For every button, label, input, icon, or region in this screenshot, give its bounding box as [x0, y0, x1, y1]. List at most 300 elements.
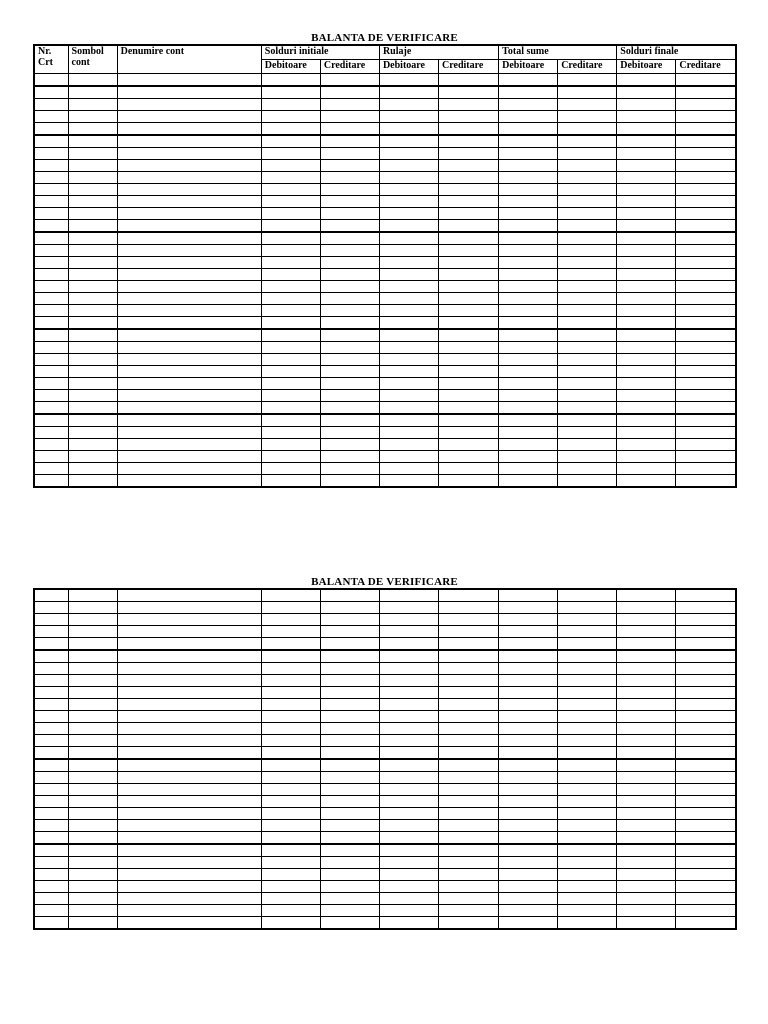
ledger-cell[interactable]: [499, 844, 558, 857]
ledger-cell[interactable]: [617, 602, 676, 614]
ledger-cell[interactable]: [439, 650, 499, 663]
ledger-cell[interactable]: [439, 772, 499, 784]
ledger-cell[interactable]: [68, 832, 117, 845]
ledger-cell[interactable]: [34, 414, 68, 427]
ledger-cell[interactable]: [617, 148, 676, 160]
ledger-cell[interactable]: [261, 293, 320, 305]
ledger-cell[interactable]: [379, 602, 438, 614]
ledger-cell[interactable]: [499, 172, 558, 184]
ledger-cell[interactable]: [676, 111, 736, 123]
ledger-cell[interactable]: [558, 402, 617, 415]
ledger-cell[interactable]: [117, 475, 261, 488]
ledger-cell[interactable]: [617, 675, 676, 687]
ledger-cell[interactable]: [676, 99, 736, 111]
ledger-cell[interactable]: [320, 614, 379, 626]
ledger-cell[interactable]: [117, 808, 261, 820]
ledger-cell[interactable]: [439, 354, 499, 366]
ledger-cell[interactable]: [499, 917, 558, 930]
ledger-cell[interactable]: [320, 747, 379, 760]
ledger-cell[interactable]: [320, 99, 379, 111]
ledger-cell[interactable]: [439, 463, 499, 475]
ledger-cell[interactable]: [34, 602, 68, 614]
ledger-cell[interactable]: [379, 772, 438, 784]
ledger-cell[interactable]: [617, 232, 676, 245]
ledger-cell[interactable]: [439, 451, 499, 463]
ledger-cell[interactable]: [68, 317, 117, 330]
ledger-cell[interactable]: [34, 808, 68, 820]
ledger-cell[interactable]: [379, 663, 438, 675]
ledger-cell[interactable]: [558, 135, 617, 148]
ledger-cell[interactable]: [261, 723, 320, 735]
ledger-cell[interactable]: [676, 172, 736, 184]
ledger-cell[interactable]: [439, 857, 499, 869]
ledger-cell[interactable]: [261, 305, 320, 317]
ledger-cell[interactable]: [379, 869, 438, 881]
ledger-cell[interactable]: [117, 269, 261, 281]
ledger-cell[interactable]: [68, 881, 117, 893]
ledger-cell[interactable]: [68, 354, 117, 366]
ledger-cell[interactable]: [261, 905, 320, 917]
ledger-cell[interactable]: [558, 784, 617, 796]
ledger-cell[interactable]: [68, 402, 117, 415]
ledger-cell[interactable]: [676, 329, 736, 342]
ledger-cell[interactable]: [676, 427, 736, 439]
ledger-cell[interactable]: [68, 329, 117, 342]
ledger-cell[interactable]: [68, 148, 117, 160]
ledger-cell[interactable]: [117, 638, 261, 651]
ledger-cell[interactable]: [499, 74, 558, 87]
ledger-cell[interactable]: [261, 687, 320, 699]
ledger-cell[interactable]: [499, 475, 558, 488]
ledger-cell[interactable]: [676, 796, 736, 808]
ledger-cell[interactable]: [558, 317, 617, 330]
ledger-cell[interactable]: [439, 711, 499, 723]
ledger-cell[interactable]: [676, 723, 736, 735]
ledger-cell[interactable]: [117, 650, 261, 663]
ledger-cell[interactable]: [676, 378, 736, 390]
ledger-cell[interactable]: [499, 160, 558, 172]
ledger-cell[interactable]: [320, 196, 379, 208]
ledger-cell[interactable]: [261, 626, 320, 638]
ledger-cell[interactable]: [676, 196, 736, 208]
ledger-cell[interactable]: [379, 86, 438, 99]
ledger-cell[interactable]: [261, 427, 320, 439]
ledger-cell[interactable]: [68, 614, 117, 626]
ledger-cell[interactable]: [320, 317, 379, 330]
ledger-cell[interactable]: [558, 589, 617, 602]
ledger-cell[interactable]: [68, 759, 117, 772]
ledger-cell[interactable]: [261, 123, 320, 136]
ledger-cell[interactable]: [676, 342, 736, 354]
ledger-cell[interactable]: [34, 881, 68, 893]
ledger-cell[interactable]: [439, 699, 499, 711]
ledger-cell[interactable]: [117, 905, 261, 917]
ledger-cell[interactable]: [617, 699, 676, 711]
ledger-cell[interactable]: [320, 650, 379, 663]
ledger-cell[interactable]: [379, 99, 438, 111]
ledger-cell[interactable]: [499, 614, 558, 626]
ledger-cell[interactable]: [676, 747, 736, 760]
ledger-cell[interactable]: [68, 796, 117, 808]
ledger-cell[interactable]: [379, 196, 438, 208]
ledger-cell[interactable]: [676, 281, 736, 293]
ledger-cell[interactable]: [34, 317, 68, 330]
ledger-cell[interactable]: [499, 650, 558, 663]
ledger-cell[interactable]: [117, 232, 261, 245]
ledger-cell[interactable]: [68, 111, 117, 123]
ledger-cell[interactable]: [261, 378, 320, 390]
ledger-cell[interactable]: [617, 869, 676, 881]
ledger-cell[interactable]: [68, 638, 117, 651]
ledger-cell[interactable]: [617, 123, 676, 136]
ledger-cell[interactable]: [379, 759, 438, 772]
ledger-cell[interactable]: [617, 808, 676, 820]
ledger-cell[interactable]: [34, 638, 68, 651]
ledger-cell[interactable]: [499, 759, 558, 772]
ledger-cell[interactable]: [379, 74, 438, 87]
ledger-cell[interactable]: [34, 614, 68, 626]
ledger-cell[interactable]: [320, 602, 379, 614]
ledger-cell[interactable]: [117, 711, 261, 723]
ledger-cell[interactable]: [261, 148, 320, 160]
ledger-cell[interactable]: [261, 281, 320, 293]
ledger-cell[interactable]: [34, 439, 68, 451]
ledger-cell[interactable]: [261, 772, 320, 784]
ledger-cell[interactable]: [558, 305, 617, 317]
ledger-cell[interactable]: [320, 281, 379, 293]
ledger-cell[interactable]: [379, 893, 438, 905]
ledger-cell[interactable]: [558, 451, 617, 463]
ledger-cell[interactable]: [68, 463, 117, 475]
ledger-cell[interactable]: [68, 257, 117, 269]
ledger-cell[interactable]: [558, 772, 617, 784]
ledger-cell[interactable]: [617, 329, 676, 342]
ledger-cell[interactable]: [261, 366, 320, 378]
ledger-cell[interactable]: [117, 427, 261, 439]
ledger-cell[interactable]: [34, 832, 68, 845]
ledger-cell[interactable]: [320, 869, 379, 881]
ledger-cell[interactable]: [676, 905, 736, 917]
ledger-cell[interactable]: [499, 638, 558, 651]
ledger-cell[interactable]: [676, 232, 736, 245]
ledger-cell[interactable]: [379, 232, 438, 245]
ledger-cell[interactable]: [68, 184, 117, 196]
ledger-cell[interactable]: [499, 723, 558, 735]
ledger-cell[interactable]: [34, 148, 68, 160]
ledger-cell[interactable]: [68, 893, 117, 905]
ledger-cell[interactable]: [117, 820, 261, 832]
ledger-cell[interactable]: [379, 378, 438, 390]
ledger-cell[interactable]: [617, 747, 676, 760]
ledger-cell[interactable]: [499, 86, 558, 99]
ledger-cell[interactable]: [499, 220, 558, 233]
ledger-cell[interactable]: [261, 602, 320, 614]
ledger-cell[interactable]: [676, 589, 736, 602]
ledger-cell[interactable]: [676, 354, 736, 366]
ledger-cell[interactable]: [499, 439, 558, 451]
ledger-cell[interactable]: [117, 378, 261, 390]
ledger-cell[interactable]: [499, 293, 558, 305]
ledger-cell[interactable]: [558, 293, 617, 305]
ledger-cell[interactable]: [34, 711, 68, 723]
ledger-cell[interactable]: [558, 711, 617, 723]
ledger-cell[interactable]: [379, 402, 438, 415]
ledger-cell[interactable]: [320, 366, 379, 378]
ledger-cell[interactable]: [499, 329, 558, 342]
ledger-cell[interactable]: [68, 427, 117, 439]
ledger-cell[interactable]: [676, 305, 736, 317]
ledger-cell[interactable]: [617, 220, 676, 233]
ledger-cell[interactable]: [676, 881, 736, 893]
ledger-cell[interactable]: [379, 414, 438, 427]
ledger-cell[interactable]: [261, 451, 320, 463]
ledger-cell[interactable]: [34, 747, 68, 760]
ledger-cell[interactable]: [676, 257, 736, 269]
ledger-cell[interactable]: [68, 135, 117, 148]
ledger-cell[interactable]: [499, 463, 558, 475]
ledger-cell[interactable]: [261, 74, 320, 87]
ledger-cell[interactable]: [34, 626, 68, 638]
ledger-cell[interactable]: [261, 820, 320, 832]
ledger-cell[interactable]: [499, 869, 558, 881]
ledger-cell[interactable]: [261, 844, 320, 857]
ledger-cell[interactable]: [320, 160, 379, 172]
ledger-cell[interactable]: [261, 402, 320, 415]
ledger-cell[interactable]: [439, 342, 499, 354]
ledger-cell[interactable]: [617, 589, 676, 602]
ledger-cell[interactable]: [676, 220, 736, 233]
ledger-cell[interactable]: [68, 245, 117, 257]
ledger-cell[interactable]: [676, 402, 736, 415]
ledger-cell[interactable]: [320, 414, 379, 427]
ledger-cell[interactable]: [676, 711, 736, 723]
ledger-cell[interactable]: [34, 893, 68, 905]
ledger-cell[interactable]: [499, 208, 558, 220]
ledger-cell[interactable]: [617, 378, 676, 390]
ledger-cell[interactable]: [320, 305, 379, 317]
ledger-cell[interactable]: [676, 844, 736, 857]
ledger-cell[interactable]: [320, 390, 379, 402]
ledger-cell[interactable]: [379, 723, 438, 735]
ledger-cell[interactable]: [499, 675, 558, 687]
ledger-cell[interactable]: [261, 172, 320, 184]
ledger-cell[interactable]: [261, 784, 320, 796]
ledger-cell[interactable]: [379, 329, 438, 342]
ledger-cell[interactable]: [320, 475, 379, 488]
ledger-cell[interactable]: [320, 784, 379, 796]
ledger-cell[interactable]: [117, 86, 261, 99]
ledger-cell[interactable]: [68, 626, 117, 638]
ledger-cell[interactable]: [617, 893, 676, 905]
ledger-cell[interactable]: [68, 820, 117, 832]
ledger-cell[interactable]: [558, 378, 617, 390]
ledger-cell[interactable]: [261, 329, 320, 342]
ledger-cell[interactable]: [379, 317, 438, 330]
ledger-cell[interactable]: [117, 74, 261, 87]
ledger-cell[interactable]: [379, 857, 438, 869]
ledger-cell[interactable]: [379, 820, 438, 832]
ledger-cell[interactable]: [68, 123, 117, 136]
ledger-cell[interactable]: [676, 699, 736, 711]
ledger-cell[interactable]: [499, 257, 558, 269]
ledger-cell[interactable]: [320, 111, 379, 123]
ledger-cell[interactable]: [68, 857, 117, 869]
ledger-cell[interactable]: [117, 123, 261, 136]
ledger-cell[interactable]: [34, 735, 68, 747]
ledger-cell[interactable]: [320, 881, 379, 893]
ledger-cell[interactable]: [379, 111, 438, 123]
ledger-cell[interactable]: [34, 99, 68, 111]
ledger-cell[interactable]: [439, 111, 499, 123]
ledger-cell[interactable]: [617, 99, 676, 111]
ledger-cell[interactable]: [379, 675, 438, 687]
ledger-cell[interactable]: [261, 269, 320, 281]
ledger-cell[interactable]: [617, 245, 676, 257]
ledger-cell[interactable]: [320, 427, 379, 439]
ledger-cell[interactable]: [261, 342, 320, 354]
ledger-cell[interactable]: [34, 772, 68, 784]
ledger-cell[interactable]: [676, 675, 736, 687]
ledger-cell[interactable]: [499, 427, 558, 439]
ledger-cell[interactable]: [117, 402, 261, 415]
ledger-cell[interactable]: [439, 86, 499, 99]
ledger-cell[interactable]: [499, 735, 558, 747]
ledger-cell[interactable]: [320, 796, 379, 808]
ledger-cell[interactable]: [439, 808, 499, 820]
ledger-cell[interactable]: [68, 808, 117, 820]
ledger-cell[interactable]: [617, 208, 676, 220]
ledger-cell[interactable]: [617, 784, 676, 796]
ledger-cell[interactable]: [34, 427, 68, 439]
ledger-cell[interactable]: [261, 317, 320, 330]
ledger-cell[interactable]: [676, 366, 736, 378]
ledger-cell[interactable]: [617, 626, 676, 638]
ledger-cell[interactable]: [676, 784, 736, 796]
ledger-cell[interactable]: [558, 86, 617, 99]
ledger-cell[interactable]: [439, 735, 499, 747]
ledger-cell[interactable]: [499, 232, 558, 245]
ledger-cell[interactable]: [617, 305, 676, 317]
ledger-cell[interactable]: [439, 905, 499, 917]
ledger-cell[interactable]: [320, 354, 379, 366]
ledger-cell[interactable]: [320, 905, 379, 917]
ledger-cell[interactable]: [617, 711, 676, 723]
ledger-cell[interactable]: [34, 917, 68, 930]
ledger-cell[interactable]: [379, 160, 438, 172]
ledger-cell[interactable]: [68, 844, 117, 857]
ledger-cell[interactable]: [617, 354, 676, 366]
ledger-cell[interactable]: [34, 366, 68, 378]
ledger-cell[interactable]: [499, 378, 558, 390]
ledger-cell[interactable]: [379, 881, 438, 893]
ledger-cell[interactable]: [499, 784, 558, 796]
ledger-cell[interactable]: [261, 869, 320, 881]
ledger-cell[interactable]: [34, 402, 68, 415]
ledger-cell[interactable]: [499, 111, 558, 123]
ledger-cell[interactable]: [499, 663, 558, 675]
ledger-cell[interactable]: [379, 735, 438, 747]
ledger-cell[interactable]: [439, 172, 499, 184]
ledger-cell[interactable]: [320, 342, 379, 354]
ledger-cell[interactable]: [558, 232, 617, 245]
ledger-cell[interactable]: [320, 626, 379, 638]
ledger-cell[interactable]: [558, 917, 617, 930]
ledger-cell[interactable]: [617, 402, 676, 415]
ledger-cell[interactable]: [320, 463, 379, 475]
ledger-cell[interactable]: [68, 342, 117, 354]
ledger-cell[interactable]: [379, 747, 438, 760]
ledger-cell[interactable]: [34, 663, 68, 675]
ledger-cell[interactable]: [34, 820, 68, 832]
ledger-cell[interactable]: [34, 257, 68, 269]
ledger-cell[interactable]: [558, 463, 617, 475]
ledger-cell[interactable]: [68, 269, 117, 281]
ledger-cell[interactable]: [558, 366, 617, 378]
ledger-cell[interactable]: [261, 196, 320, 208]
ledger-cell[interactable]: [676, 293, 736, 305]
ledger-cell[interactable]: [34, 74, 68, 87]
ledger-cell[interactable]: [499, 269, 558, 281]
ledger-cell[interactable]: [261, 160, 320, 172]
ledger-cell[interactable]: [558, 390, 617, 402]
ledger-cell[interactable]: [261, 638, 320, 651]
ledger-cell[interactable]: [558, 808, 617, 820]
ledger-cell[interactable]: [499, 905, 558, 917]
ledger-cell[interactable]: [558, 747, 617, 760]
ledger-cell[interactable]: [320, 687, 379, 699]
ledger-cell[interactable]: [117, 772, 261, 784]
ledger-cell[interactable]: [558, 869, 617, 881]
ledger-cell[interactable]: [34, 759, 68, 772]
ledger-cell[interactable]: [379, 699, 438, 711]
ledger-cell[interactable]: [320, 589, 379, 602]
ledger-cell[interactable]: [558, 160, 617, 172]
ledger-cell[interactable]: [617, 111, 676, 123]
ledger-cell[interactable]: [439, 390, 499, 402]
ledger-cell[interactable]: [34, 293, 68, 305]
ledger-cell[interactable]: [676, 638, 736, 651]
ledger-cell[interactable]: [558, 820, 617, 832]
ledger-cell[interactable]: [499, 772, 558, 784]
ledger-cell[interactable]: [320, 74, 379, 87]
ledger-cell[interactable]: [68, 589, 117, 602]
ledger-cell[interactable]: [68, 378, 117, 390]
ledger-cell[interactable]: [261, 390, 320, 402]
ledger-cell[interactable]: [439, 135, 499, 148]
ledger-cell[interactable]: [558, 614, 617, 626]
ledger-cell[interactable]: [117, 869, 261, 881]
ledger-cell[interactable]: [499, 245, 558, 257]
ledger-cell[interactable]: [117, 220, 261, 233]
ledger-cell[interactable]: [117, 354, 261, 366]
ledger-cell[interactable]: [617, 439, 676, 451]
ledger-cell[interactable]: [320, 257, 379, 269]
ledger-cell[interactable]: [439, 687, 499, 699]
ledger-cell[interactable]: [558, 257, 617, 269]
ledger-cell[interactable]: [439, 196, 499, 208]
ledger-cell[interactable]: [499, 135, 558, 148]
ledger-cell[interactable]: [34, 281, 68, 293]
ledger-cell[interactable]: [617, 74, 676, 87]
ledger-cell[interactable]: [117, 439, 261, 451]
ledger-cell[interactable]: [117, 184, 261, 196]
ledger-cell[interactable]: [676, 475, 736, 488]
ledger-cell[interactable]: [617, 844, 676, 857]
ledger-cell[interactable]: [320, 917, 379, 930]
ledger-cell[interactable]: [117, 293, 261, 305]
ledger-cell[interactable]: [117, 675, 261, 687]
ledger-cell[interactable]: [617, 86, 676, 99]
